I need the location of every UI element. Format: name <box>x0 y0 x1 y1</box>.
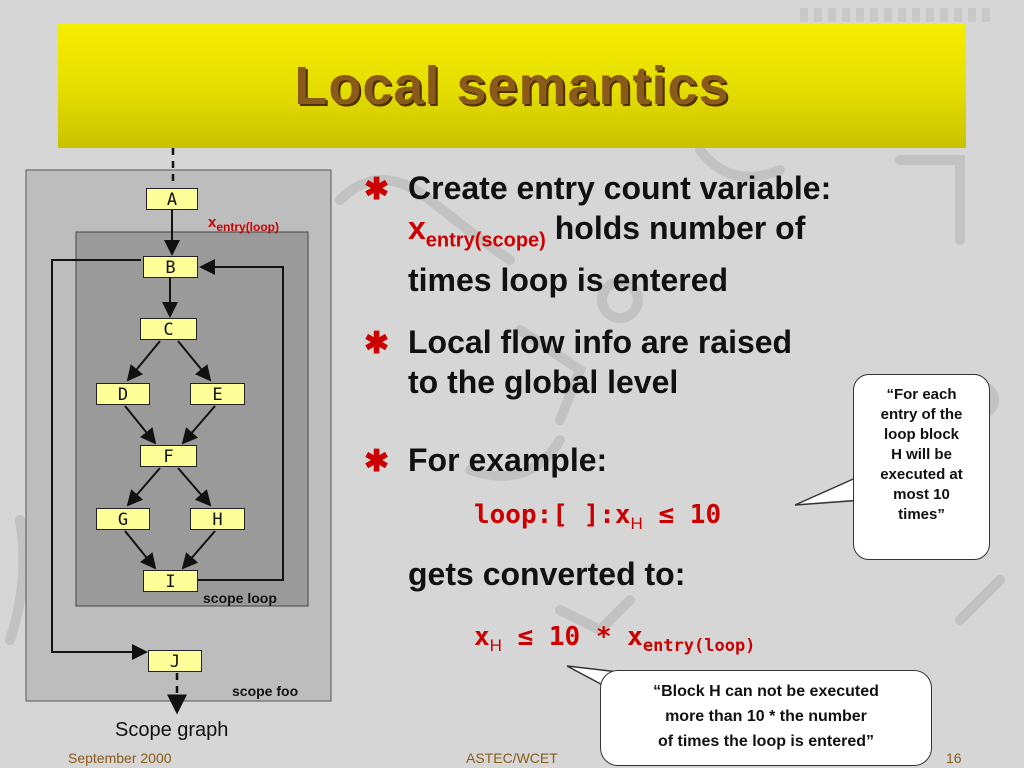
slide-title: Local semantics <box>294 56 730 116</box>
xentry-loop-label: $x_{entry(loop)}$ <box>208 214 280 234</box>
star-bullet-icon: ✱ <box>364 327 390 360</box>
callout-for-each-entry: “For each entry of the loop block H will be executed at most 10 times” <box>853 374 990 560</box>
star-bullet-icon: ✱ <box>364 445 390 478</box>
footer-center: ASTEC/WCET <box>466 750 558 766</box>
node-a: A <box>146 188 198 210</box>
node-f: F <box>140 445 197 467</box>
node-h: H <box>190 508 245 530</box>
bullet-local-flow: ✱ Local flow info are raised to the global level <box>364 324 793 400</box>
callout-block-h: “Block H can not be executed more than 10 * the number of times the loop is entered” <box>600 670 932 766</box>
footer-page-number: 16 <box>946 750 962 766</box>
scope-foo-label: scope foo <box>232 683 299 699</box>
converted-text: gets converted to: <box>408 556 686 592</box>
code-loop-constraint: loop:[ ]$:x_H \le 10$ <box>474 500 722 534</box>
code-global-constraint: $x_H \le 10 * x_{entry(loop)}$ <box>474 622 756 657</box>
node-g: G <box>96 508 150 530</box>
bullet-entry-count: ✱ Create entry count variable: $x_{entry(scope)}$ holds number of times loop is entered <box>364 170 832 299</box>
xentry-scope-var: $x_{entry(scope)}$ <box>408 210 546 252</box>
node-b: B <box>143 256 198 278</box>
node-e: E <box>190 383 245 405</box>
node-i: I <box>143 570 198 592</box>
footer-date: September 2000 <box>68 750 172 766</box>
node-c: C <box>140 318 197 340</box>
graph-caption: Scope graph <box>115 719 229 741</box>
node-j: J <box>148 650 202 672</box>
scope-loop-label: scope loop <box>203 590 277 606</box>
node-d: D <box>96 383 150 405</box>
star-bullet-icon: ✱ <box>364 173 390 206</box>
bullet-for-example: ✱ For example: <box>366 440 607 480</box>
